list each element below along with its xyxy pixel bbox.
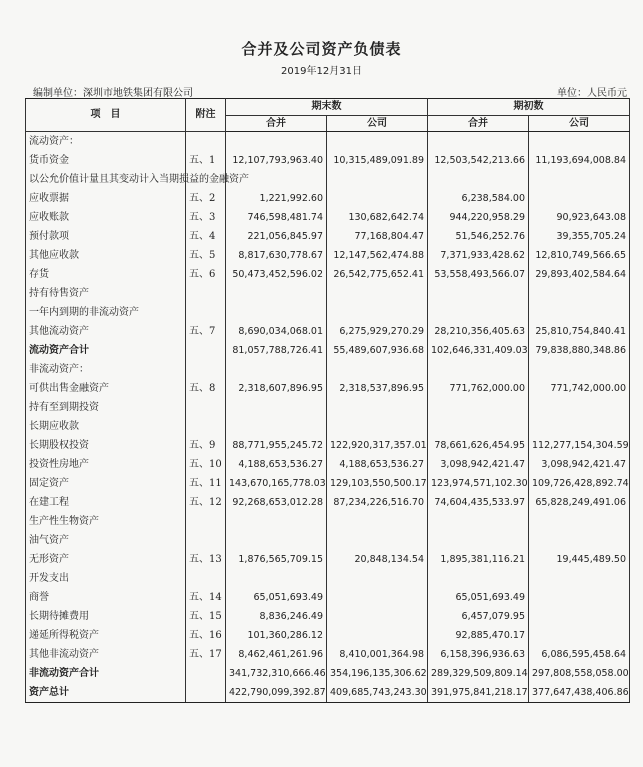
begin-consolidated-value: 6,457,079.95 (428, 607, 529, 626)
row-label: 商誉 (26, 588, 186, 607)
row-label: 油气资产 (26, 531, 186, 550)
begin-consolidated-value: 7,371,933,428.62 (428, 246, 529, 265)
begin-company-value: 79,838,880,348.86 (529, 341, 630, 360)
end-consolidated-value (226, 360, 327, 379)
end-company-value: 20,848,134.54 (327, 550, 428, 569)
begin-company-value (529, 626, 630, 645)
begin-company-value: 11,193,694,008.84 (529, 151, 630, 170)
row-note (186, 341, 226, 360)
end-company-value: 6,275,929,270.29 (327, 322, 428, 341)
table-row (26, 550, 630, 569)
begin-company-value: 109,726,428,892.74 (529, 474, 630, 493)
row-label: 长期待摊费用 (26, 607, 186, 626)
begin-company-value (529, 303, 630, 322)
row-label: 可供出售金融资产 (26, 379, 186, 398)
row-note: 五、5 (186, 246, 226, 265)
table-row (26, 360, 630, 379)
begin-company-value (529, 189, 630, 208)
end-consolidated-value: 8,462,461,261.96 (226, 645, 327, 664)
end-company-value: 87,234,226,516.70 (327, 493, 428, 512)
begin-company-value: 297,808,558,058.00 (529, 664, 630, 683)
table-row (26, 151, 630, 170)
begin-company-value (529, 284, 630, 303)
row-label: 投资性房地产 (26, 455, 186, 474)
table-row (26, 189, 630, 208)
end-company-value: 8,410,001,364.98 (327, 645, 428, 664)
column-header-item: 项 目 (26, 99, 186, 132)
end-company-value (327, 303, 428, 322)
begin-consolidated-value: 289,329,509,809.14 (428, 664, 529, 683)
table-row (26, 645, 630, 664)
end-company-value (327, 170, 428, 189)
row-label: 开发支出 (26, 569, 186, 588)
end-consolidated-value: 92,268,653,012.28 (226, 493, 327, 512)
begin-company-value (529, 531, 630, 550)
begin-company-value (529, 569, 630, 588)
begin-company-value (529, 417, 630, 436)
end-company-value (327, 398, 428, 417)
end-consolidated-value: 1,221,992.60 (226, 189, 327, 208)
end-consolidated-value (226, 398, 327, 417)
end-consolidated-value (226, 417, 327, 436)
table-row (26, 417, 630, 436)
end-company-value: 2,318,537,896.95 (327, 379, 428, 398)
begin-consolidated-value: 92,885,470.17 (428, 626, 529, 645)
row-label: 持有至到期投资 (26, 398, 186, 417)
row-label: 应收票据 (26, 189, 186, 208)
row-label: 其他流动资产 (26, 322, 186, 341)
begin-company-value: 19,445,489.50 (529, 550, 630, 569)
row-label: 一年内到期的非流动资产 (26, 303, 186, 322)
table-row (26, 208, 630, 227)
end-company-value: 77,168,804.47 (327, 227, 428, 246)
table-row (26, 265, 630, 284)
table-row (26, 493, 630, 512)
row-note: 五、13 (186, 550, 226, 569)
begin-company-value: 6,086,595,458.64 (529, 645, 630, 664)
row-label: 应收账款 (26, 208, 186, 227)
table-row (26, 626, 630, 645)
begin-consolidated-value (428, 398, 529, 417)
table-row (26, 132, 630, 152)
end-company-value (327, 607, 428, 626)
begin-company-value: 39,355,705.24 (529, 227, 630, 246)
begin-company-value: 112,277,154,304.59 (529, 436, 630, 455)
row-note: 五、14 (186, 588, 226, 607)
row-label: 货币资金 (26, 151, 186, 170)
page-title: 合并及公司资产负债表 (241, 40, 402, 58)
row-note: 五、12 (186, 493, 226, 512)
begin-company-value (529, 170, 630, 189)
begin-company-value: 90,923,643.08 (529, 208, 630, 227)
row-note: 五、6 (186, 265, 226, 284)
row-note (186, 303, 226, 322)
row-note: 五、15 (186, 607, 226, 626)
begin-consolidated-value (428, 512, 529, 531)
preparer-label: 编制单位：深圳市地铁集团有限公司 (33, 88, 193, 99)
end-company-value: 129,103,550,500.17 (327, 474, 428, 493)
table-row (26, 455, 630, 474)
end-consolidated-value: 2,318,607,896.95 (226, 379, 327, 398)
end-consolidated-value: 8,836,246.49 (226, 607, 327, 626)
begin-consolidated-value: 78,661,626,454.95 (428, 436, 529, 455)
end-consolidated-value (226, 284, 327, 303)
row-label: 流动资产： (26, 132, 186, 152)
end-consolidated-value: 50,473,452,596.02 (226, 265, 327, 284)
table-row (26, 398, 630, 417)
begin-consolidated-value (428, 360, 529, 379)
row-note (186, 398, 226, 417)
table-row (26, 588, 630, 607)
end-consolidated-value: 143,670,165,778.03 (226, 474, 327, 493)
row-note: 五、2 (186, 189, 226, 208)
table-row (26, 607, 630, 626)
row-label: 长期股权投资 (26, 436, 186, 455)
table-row (26, 227, 630, 246)
currency-unit-label: 单位：人民币元 (557, 88, 627, 99)
row-label: 递延所得税资产 (26, 626, 186, 645)
begin-consolidated-value: 53,558,493,566.07 (428, 265, 529, 284)
table-row (26, 569, 630, 588)
column-header-begin-company: 公司 (529, 116, 630, 132)
table-row (26, 322, 630, 341)
end-company-value: 55,489,607,936.68 (327, 341, 428, 360)
row-label: 持有待售资产 (26, 284, 186, 303)
begin-consolidated-value: 3,098,942,421.47 (428, 455, 529, 474)
end-consolidated-value (226, 132, 327, 152)
row-label: 以公允价值计量且其变动计入当期损益的金融资产 (26, 170, 186, 189)
table-row (26, 664, 630, 683)
row-label: 存货 (26, 265, 186, 284)
row-label: 其他非流动资产 (26, 645, 186, 664)
row-label: 非流动资产： (26, 360, 186, 379)
end-consolidated-value (226, 569, 327, 588)
begin-consolidated-value (428, 284, 529, 303)
row-label: 无形资产 (26, 550, 186, 569)
column-header-end-company: 公司 (327, 116, 428, 132)
row-label: 长期应收款 (26, 417, 186, 436)
end-company-value (327, 512, 428, 531)
begin-consolidated-value: 74,604,435,533.97 (428, 493, 529, 512)
begin-consolidated-value: 12,503,542,213.66 (428, 151, 529, 170)
table-row (26, 246, 630, 265)
begin-company-value: 377,647,438,406.86 (529, 683, 630, 703)
table-row (26, 531, 630, 550)
row-note (186, 664, 226, 683)
end-company-value: 409,685,743,243.30 (327, 683, 428, 703)
row-note (186, 132, 226, 152)
end-consolidated-value: 746,598,481.74 (226, 208, 327, 227)
end-consolidated-value: 4,188,653,536.27 (226, 455, 327, 474)
row-note: 五、8 (186, 379, 226, 398)
end-consolidated-value: 1,876,565,709.15 (226, 550, 327, 569)
row-note: 五、11 (186, 474, 226, 493)
row-note: 五、9 (186, 436, 226, 455)
end-consolidated-value (226, 531, 327, 550)
begin-consolidated-value: 1,895,381,116.21 (428, 550, 529, 569)
column-header-begin-consolidated: 合并 (428, 116, 529, 132)
end-company-value (327, 417, 428, 436)
row-label: 固定资产 (26, 474, 186, 493)
end-consolidated-value: 8,690,034,068.01 (226, 322, 327, 341)
end-company-value (327, 360, 428, 379)
row-label: 资产总计 (26, 683, 186, 703)
row-note: 五、10 (186, 455, 226, 474)
row-note (186, 569, 226, 588)
end-consolidated-value: 65,051,693.49 (226, 588, 327, 607)
end-consolidated-value: 101,360,286.12 (226, 626, 327, 645)
end-company-value (327, 132, 428, 152)
end-consolidated-value: 221,056,845.97 (226, 227, 327, 246)
column-header-period-begin: 期初数 (428, 99, 630, 116)
row-label: 预付款项 (26, 227, 186, 246)
end-company-value (327, 284, 428, 303)
row-note: 五、7 (186, 322, 226, 341)
begin-consolidated-value: 123,974,571,102.30 (428, 474, 529, 493)
column-header-period-end: 期末数 (226, 99, 428, 116)
end-company-value: 354,196,135,306.62 (327, 664, 428, 683)
end-consolidated-value: 81,057,788,726.41 (226, 341, 327, 360)
begin-consolidated-value: 51,546,252.76 (428, 227, 529, 246)
begin-consolidated-value: 28,210,356,405.63 (428, 322, 529, 341)
begin-company-value: 25,810,754,840.41 (529, 322, 630, 341)
end-company-value (327, 588, 428, 607)
report-date: 2019年12月31日 (281, 66, 362, 77)
begin-consolidated-value: 771,762,000.00 (428, 379, 529, 398)
balance-sheet-table (25, 98, 630, 703)
begin-consolidated-value (428, 132, 529, 152)
begin-consolidated-value: 6,238,584.00 (428, 189, 529, 208)
table-row (26, 379, 630, 398)
begin-company-value: 65,828,249,491.06 (529, 493, 630, 512)
begin-company-value (529, 360, 630, 379)
end-company-value: 26,542,775,652.41 (327, 265, 428, 284)
row-note: 五、1 (186, 151, 226, 170)
begin-consolidated-value (428, 303, 529, 322)
begin-company-value (529, 398, 630, 417)
row-note (186, 531, 226, 550)
row-note: 五、3 (186, 208, 226, 227)
end-consolidated-value: 12,107,793,963.40 (226, 151, 327, 170)
row-note (186, 360, 226, 379)
row-note: 五、16 (186, 626, 226, 645)
table-row (26, 303, 630, 322)
column-header-note: 附注 (186, 99, 226, 132)
end-consolidated-value (226, 303, 327, 322)
begin-company-value: 29,893,402,584.64 (529, 265, 630, 284)
begin-consolidated-value: 391,975,841,218.17 (428, 683, 529, 703)
end-company-value: 12,147,562,474.88 (327, 246, 428, 265)
row-note (186, 683, 226, 703)
balance-sheet-body (26, 132, 630, 703)
table-row (26, 284, 630, 303)
begin-consolidated-value: 6,158,396,936.63 (428, 645, 529, 664)
row-label: 其他应收款 (26, 246, 186, 265)
end-company-value (327, 531, 428, 550)
end-company-value (327, 626, 428, 645)
end-consolidated-value: 88,771,955,245.72 (226, 436, 327, 455)
row-note (186, 512, 226, 531)
begin-consolidated-value (428, 170, 529, 189)
begin-company-value (529, 588, 630, 607)
begin-consolidated-value: 65,051,693.49 (428, 588, 529, 607)
row-note (186, 284, 226, 303)
begin-company-value (529, 607, 630, 626)
end-consolidated-value: 8,817,630,778.67 (226, 246, 327, 265)
table-row (26, 512, 630, 531)
begin-consolidated-value: 944,220,958.29 (428, 208, 529, 227)
end-consolidated-value: 422,790,099,392.87 (226, 683, 327, 703)
row-label: 生产性生物资产 (26, 512, 186, 531)
begin-consolidated-value (428, 569, 529, 588)
end-company-value: 10,315,489,091.89 (327, 151, 428, 170)
begin-consolidated-value (428, 417, 529, 436)
end-company-value (327, 189, 428, 208)
table-row (26, 341, 630, 360)
begin-company-value: 12,810,749,566.65 (529, 246, 630, 265)
begin-consolidated-value: 102,646,331,409.03 (428, 341, 529, 360)
table-row (26, 683, 630, 703)
end-company-value: 122,920,317,357.01 (327, 436, 428, 455)
end-company-value: 130,682,642.74 (327, 208, 428, 227)
table-row (26, 436, 630, 455)
table-row (26, 170, 630, 189)
end-consolidated-value (226, 512, 327, 531)
row-label: 在建工程 (26, 493, 186, 512)
end-consolidated-value: 341,732,310,666.46 (226, 664, 327, 683)
end-company-value (327, 569, 428, 588)
table-row (26, 474, 630, 493)
row-note: 五、17 (186, 645, 226, 664)
begin-company-value (529, 512, 630, 531)
end-company-value: 4,188,653,536.27 (327, 455, 428, 474)
begin-company-value (529, 132, 630, 152)
row-note (186, 417, 226, 436)
begin-company-value: 3,098,942,421.47 (529, 455, 630, 474)
column-header-end-consolidated: 合并 (226, 116, 327, 132)
row-label: 流动资产合计 (26, 341, 186, 360)
row-label: 非流动资产合计 (26, 664, 186, 683)
begin-company-value: 771,742,000.00 (529, 379, 630, 398)
begin-consolidated-value (428, 531, 529, 550)
row-note: 五、4 (186, 227, 226, 246)
